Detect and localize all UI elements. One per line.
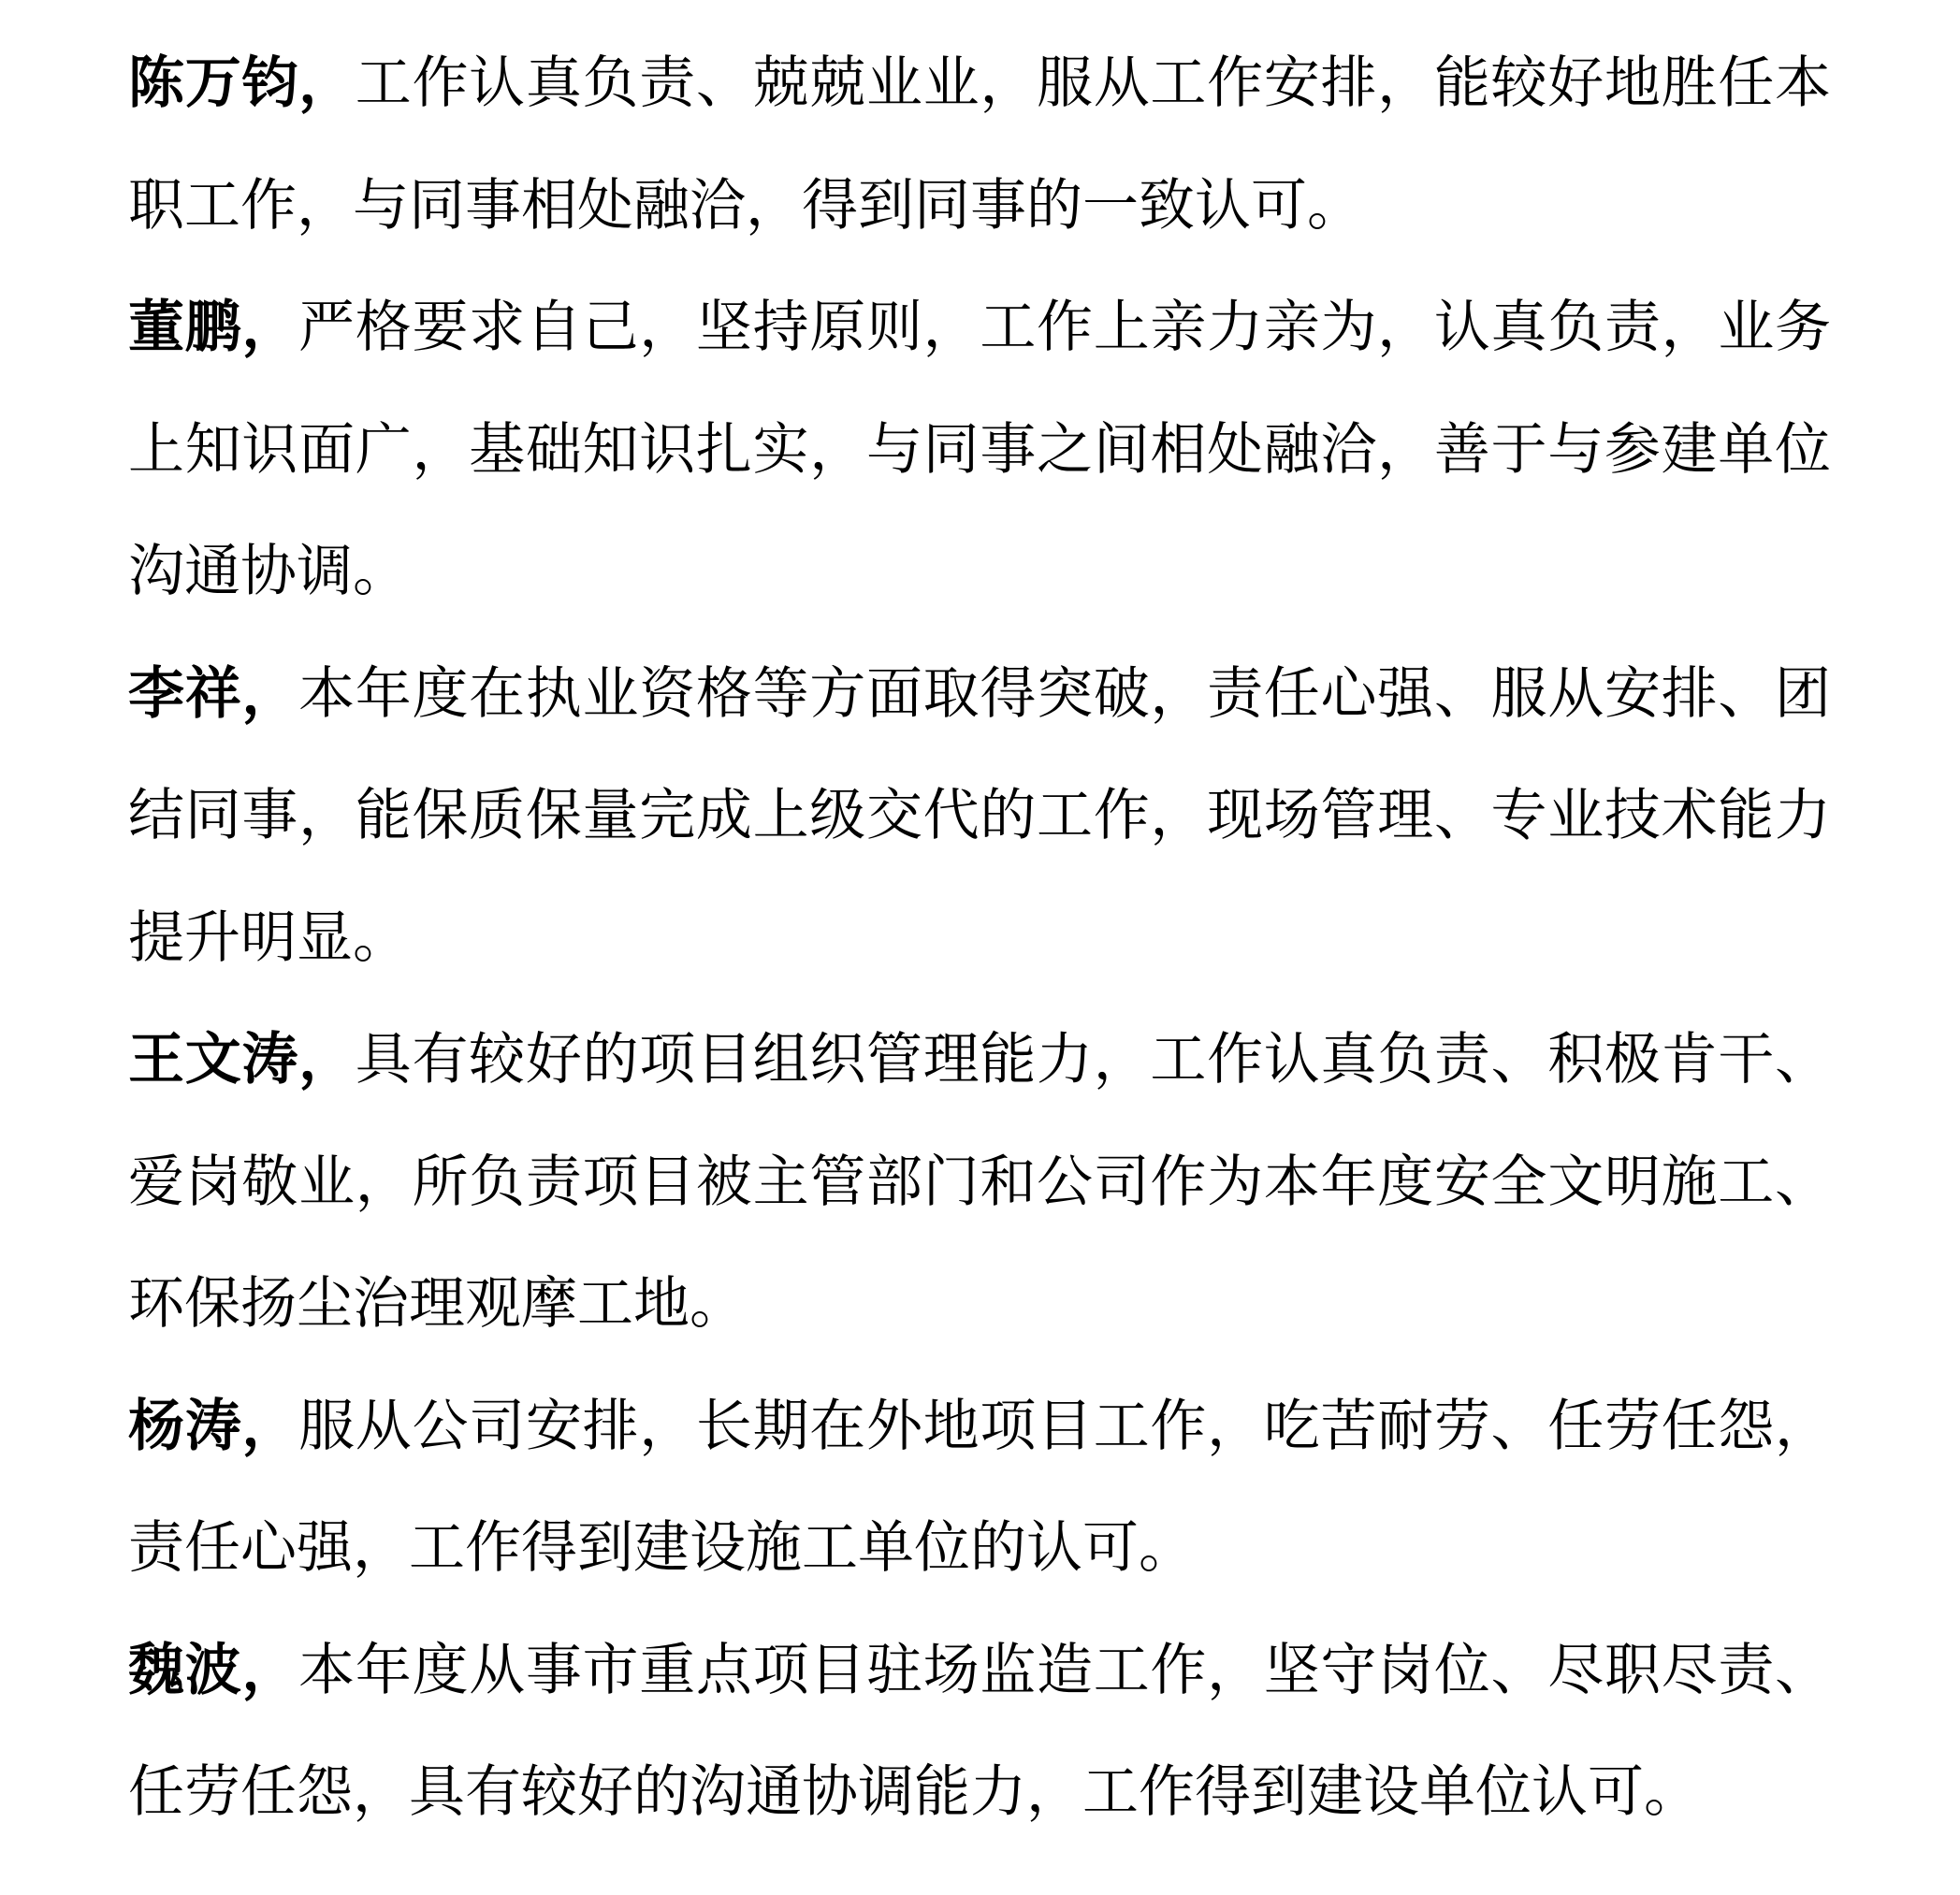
evaluation-text: 具有较好的项目组织管理能力，工作认真负责、积极肯干、爱岗敬业，所负责项目被主管部门和公司作为本年度安全文明施工、环保扬尘治理观摩工地。 — [128, 1027, 1832, 1337]
employee-name: 王文涛， — [128, 1027, 356, 1092]
evaluation-paragraph — [128, 267, 1831, 633]
evaluation-text: 工作认真负责、兢兢业业，服从工作安排，能较好地胜任本职工作，与同事相处融洽，得到同事的一致认可。 — [128, 51, 1832, 239]
evaluation-paragraph — [128, 633, 1831, 1000]
evaluation-text: 严格要求自己，坚持原则，工作上亲力亲为，认真负责，业务上知识面广，基础知识扎实，与同事之间相处融洽，善于与参建单位沟通协调。 — [128, 295, 1832, 604]
employee-name: 杨涛， — [128, 1393, 299, 1459]
employee-name: 陈万钧， — [128, 51, 356, 116]
evaluation-text: 本年度在执业资格等方面取得突破，责任心强、服从安排、团结同事，能保质保量完成上级交代的工作，现场管理、专业技术能力提升明显。 — [128, 660, 1832, 971]
employee-name: 魏波， — [128, 1637, 299, 1703]
evaluation-text: 服从公司安排，长期在外地项目工作，吃苦耐劳、任劳任怨，责任心强，工作得到建设施工单位的认可。 — [128, 1393, 1832, 1581]
employee-name: 董鹏， — [128, 295, 299, 360]
evaluation-paragraph — [128, 1366, 1831, 1610]
evaluation-text: 本年度从事市重点项目驻场监造工作，坚守岗位、尽职尽责、任劳任怨，具有较好的沟通协调能力，工作得到建设单位认可。 — [128, 1637, 1832, 1825]
evaluation-paragraph — [128, 1610, 1831, 1854]
employee-name: 李祥， — [128, 660, 299, 727]
evaluation-paragraph — [128, 22, 1831, 267]
evaluation-paragraph — [128, 999, 1831, 1366]
